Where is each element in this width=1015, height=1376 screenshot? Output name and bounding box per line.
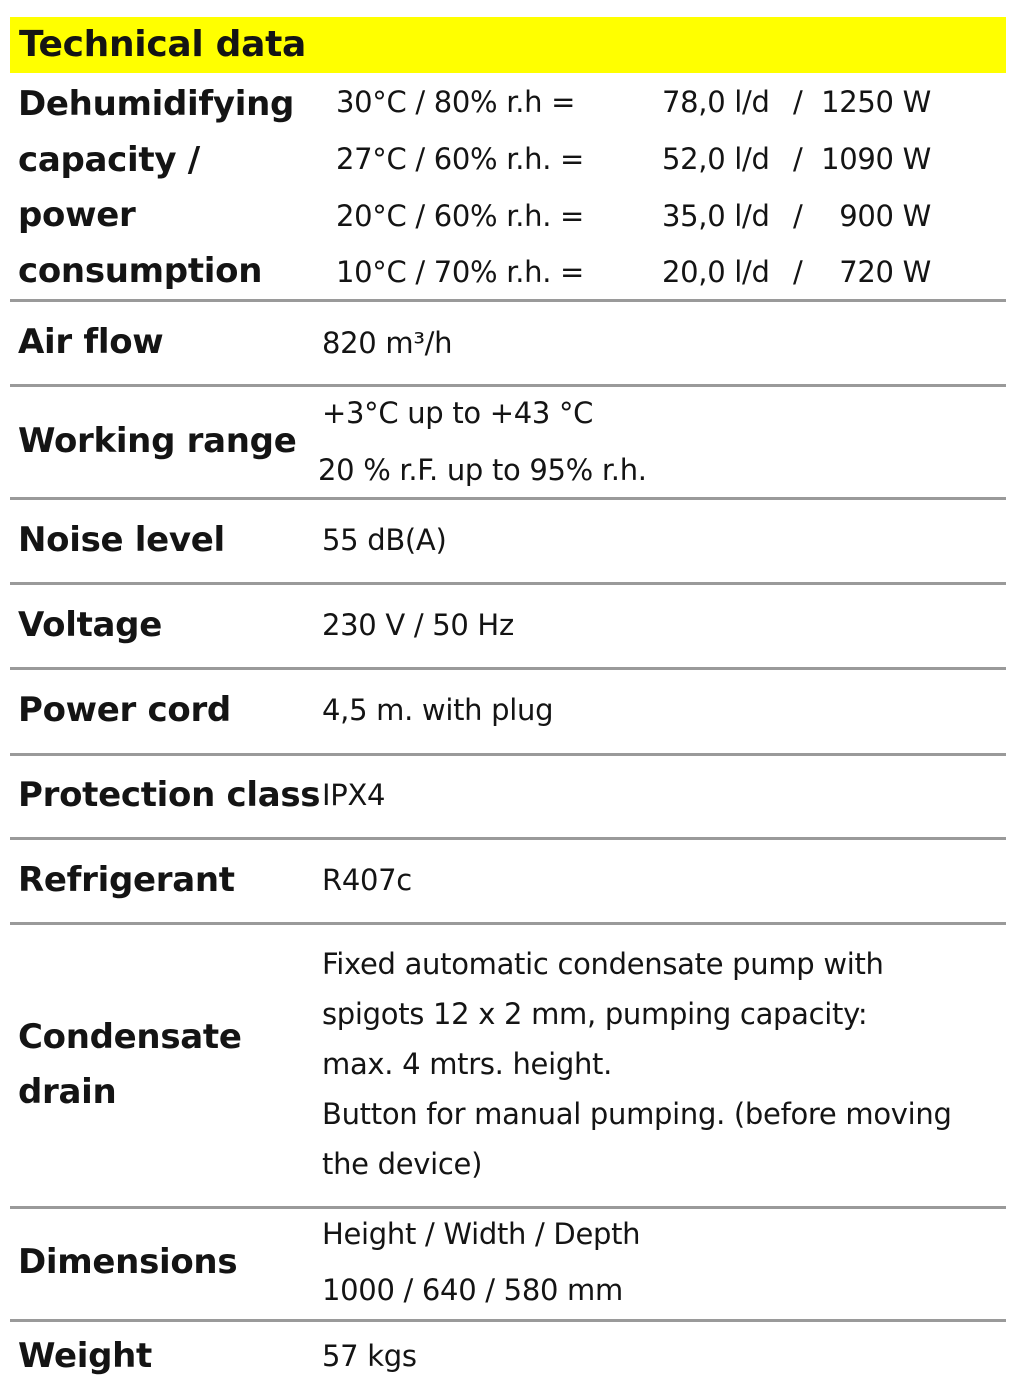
- dimensions-axes: Height / Width / Depth: [322, 1217, 641, 1251]
- condensate-drain-label-line: Condensate: [18, 1017, 242, 1057]
- separator-cell: /: [793, 255, 803, 289]
- voltage-label: Voltage: [18, 605, 162, 645]
- dehumidifying-label-line: capacity /: [18, 140, 200, 180]
- capacity-cell: 20,0 l/d: [662, 255, 770, 289]
- air-flow-value: 820 m³/h: [322, 326, 453, 360]
- refrigerant-value: R407c: [322, 863, 412, 897]
- protection-class-label: Protection class: [18, 775, 321, 815]
- power-cell: 720 W: [839, 255, 931, 289]
- capacity-cell: 35,0 l/d: [662, 199, 770, 233]
- dehumidifying-label-line: power: [18, 195, 136, 235]
- row-divider: [10, 837, 1006, 840]
- dehumidifying-label-line: Dehumidifying: [18, 84, 295, 124]
- row-divider: [10, 667, 1006, 670]
- refrigerant-label: Refrigerant: [18, 860, 235, 900]
- noise-level-value: 55 dB(A): [322, 523, 447, 557]
- condensate-drain-label-line: drain: [18, 1072, 117, 1112]
- weight-label: Weight: [18, 1336, 153, 1376]
- dimensions-label: Dimensions: [18, 1242, 238, 1282]
- condition-cell: 10°C / 70% r.h. =: [336, 255, 585, 289]
- working-range-label: Working range: [18, 421, 297, 461]
- row-divider: [10, 1206, 1006, 1209]
- separator-cell: /: [793, 199, 803, 233]
- capacity-cell: 52,0 l/d: [662, 142, 770, 176]
- row-divider: [10, 922, 1006, 925]
- power-cell: 900 W: [839, 199, 931, 233]
- working-range-temperature: +3°C up to +43 °C: [322, 396, 594, 430]
- voltage-value: 230 V / 50 Hz: [322, 608, 514, 642]
- condition-cell: 27°C / 60% r.h. =: [336, 142, 585, 176]
- row-divider: [10, 1319, 1006, 1322]
- condensate-drain-line: the device): [322, 1147, 483, 1181]
- power-cord-value: 4,5 m. with plug: [322, 693, 554, 727]
- protection-class-value: IPX4: [322, 778, 386, 812]
- weight-value: 57 kgs: [322, 1339, 417, 1373]
- noise-level-label: Noise level: [18, 520, 225, 560]
- working-range-humidity: 20 % r.F. up to 95% r.h.: [318, 453, 647, 487]
- row-divider: [10, 497, 1006, 500]
- separator-cell: /: [793, 85, 803, 119]
- condition-cell: 20°C / 60% r.h. =: [336, 199, 585, 233]
- condensate-drain-line: spigots 12 x 2 mm, pumping capacity:: [322, 997, 868, 1031]
- power-cell: 1250 W: [821, 85, 931, 119]
- dimensions-values: 1000 / 640 / 580 mm: [322, 1273, 623, 1307]
- air-flow-label: Air flow: [18, 322, 164, 362]
- row-divider: [10, 299, 1006, 302]
- condition-cell: 30°C / 80% r.h =: [336, 85, 576, 119]
- row-divider: [10, 384, 1006, 387]
- row-divider: [10, 582, 1006, 585]
- dehumidifying-label-line: consumption: [18, 251, 263, 291]
- capacity-cell: 78,0 l/d: [662, 85, 770, 119]
- title-banner: [10, 17, 1006, 73]
- separator-cell: /: [793, 142, 803, 176]
- row-divider: [10, 753, 1006, 756]
- condensate-drain-line: Fixed automatic condensate pump with: [322, 947, 884, 981]
- condensate-drain-line: Button for manual pumping. (before moving: [322, 1097, 952, 1131]
- condensate-drain-line: max. 4 mtrs. height.: [322, 1047, 613, 1081]
- power-cord-label: Power cord: [18, 690, 231, 730]
- power-cell: 1090 W: [821, 142, 931, 176]
- page-title: Technical data: [19, 24, 306, 65]
